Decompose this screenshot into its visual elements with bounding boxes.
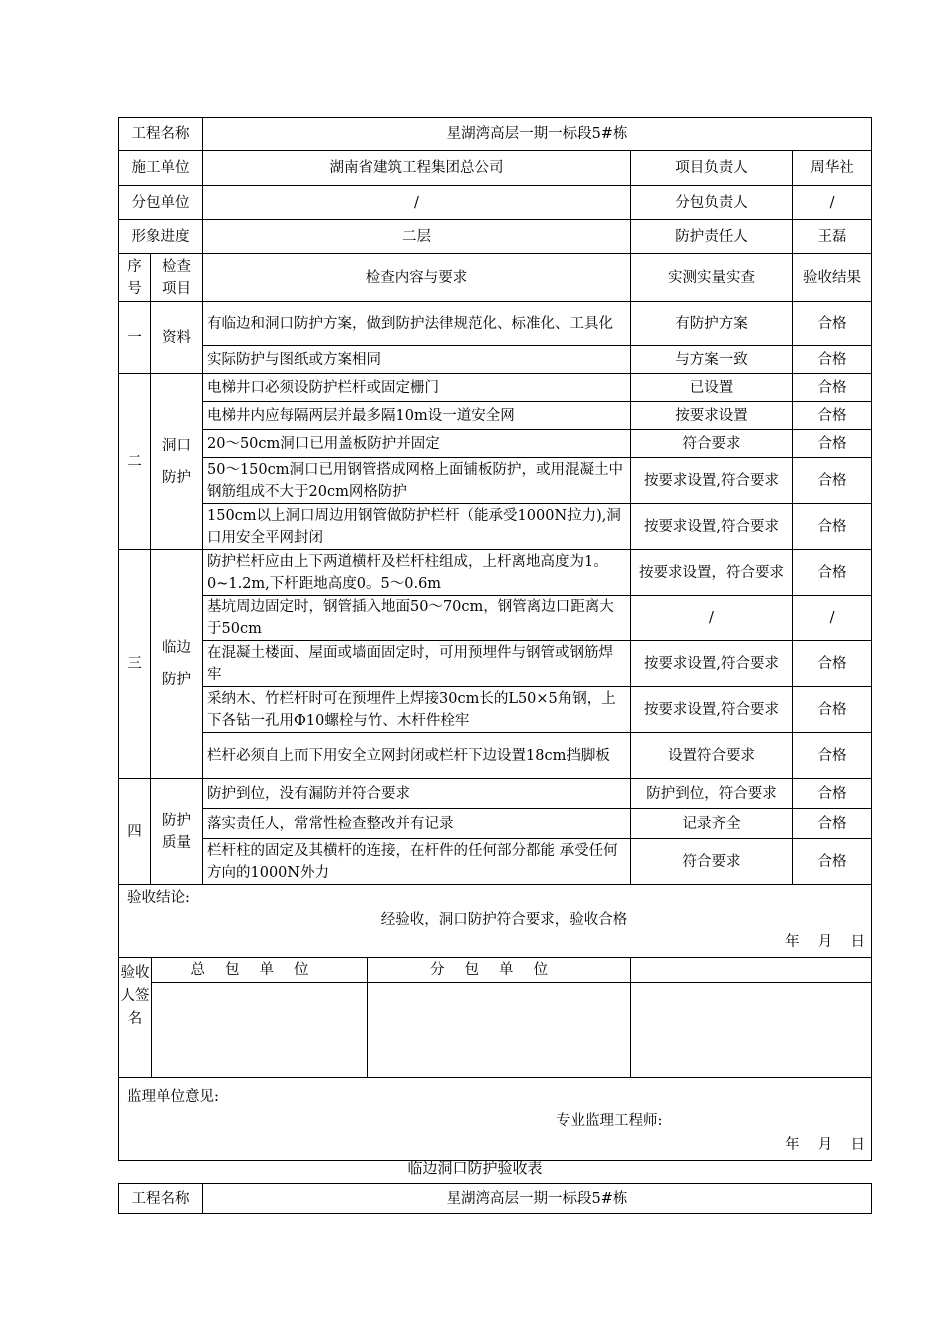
sub-value: / <box>203 186 631 220</box>
conclusion-text: 经验收，洞口防护符合要求，验收合格 <box>380 912 628 928</box>
row-result: 合格 <box>793 458 872 504</box>
row-result: 合格 <box>793 346 872 374</box>
row-result: 合格 <box>793 687 872 733</box>
row-content: 150cm以上洞口周边用钢管做防护栏杆（能承受1000N拉力),洞口用安全平网封闭 <box>203 504 631 550</box>
conclusion-label: 验收结论: <box>127 890 190 906</box>
guard-label: 防护责任人 <box>631 220 793 254</box>
col-item: 检查项目 <box>151 254 203 302</box>
row-measure: 按要求设置,符合要求 <box>631 641 793 687</box>
row-measure: 按要求设置,符合要求 <box>631 458 793 504</box>
project-value: 星湖湾高层一期一标段5#栋 <box>203 118 872 151</box>
next-table <box>118 1183 872 1214</box>
row-result: 合格 <box>793 733 872 779</box>
supervision-date: 年 月 日 <box>785 1137 869 1153</box>
row-measure: 按要求设置 <box>631 402 793 430</box>
extra-sign-area[interactable] <box>631 983 871 1077</box>
section-no: 四 <box>119 779 151 885</box>
project-label: 工程名称 <box>119 118 203 151</box>
section-no: 一 <box>119 302 151 374</box>
signature-cell <box>119 958 872 1078</box>
sub-pm-label: 分包负责人 <box>631 186 793 220</box>
row-content: 栏杆柱的固定及其横杆的连接，在杆件的任何部分都能 承受任何方向的1000N外力 <box>203 839 631 885</box>
column-header-row <box>119 254 872 302</box>
progress-value: 二层 <box>203 220 631 254</box>
row-measure: 按要求设置，符合要求 <box>631 550 793 596</box>
col-content: 检查内容与要求 <box>203 254 631 302</box>
row-result: 合格 <box>793 504 872 550</box>
conclusion-cell <box>119 885 872 958</box>
row-result: 合格 <box>793 402 872 430</box>
row-content: 基坑周边固定时，钢管插入地面50～70cm，钢管离边口距离大于50cm <box>203 596 631 641</box>
row-measure: 防护到位，符合要求 <box>631 779 793 809</box>
table-row <box>119 550 872 596</box>
row-measure: 符合要求 <box>631 430 793 458</box>
row-content: 防护栏杆应由上下两道横杆及栏杆柱组成，上杆离地高度为1。0~1.2m,下杆距地高度0。5～0.6m <box>203 550 631 596</box>
builder-row <box>119 151 872 186</box>
table-row <box>119 504 872 550</box>
row-content: 50～150cm洞口已用钢管搭成网格上面铺板防护，或用混凝土中钢筋组成不大于20cm网格防护 <box>203 458 631 504</box>
pm-value: 周华社 <box>793 151 872 186</box>
section-item: 洞口防护 <box>151 374 203 550</box>
general-contractor-header: 总包单位 <box>152 958 368 982</box>
table-row <box>119 596 872 641</box>
general-contractor-sign-area[interactable] <box>152 983 368 1077</box>
row-content: 栏杆必须自上而下用安全立网封闭或栏杆下边设置18cm挡脚板 <box>203 733 631 779</box>
table-row <box>119 779 872 809</box>
row-measure: 按要求设置,符合要求 <box>631 687 793 733</box>
row-content: 落实责任人，常常性检查整改并有记录 <box>203 809 631 839</box>
table-row <box>119 346 872 374</box>
project-row <box>119 118 872 151</box>
form-caption: 临边洞口防护验收表 <box>407 1159 543 1177</box>
next-project-value: 星湖湾高层一期一标段5#栋 <box>203 1184 872 1214</box>
signature-row <box>119 958 872 1078</box>
next-project-label: 工程名称 <box>119 1184 203 1214</box>
row-content: 采纳木、竹栏杆时可在预埋件上焊接30cm长的L50×5角钢，上下各钻一孔用Φ10螺栓与竹、木杆件栓牢 <box>203 687 631 733</box>
row-content: 实际防护与图纸或方案相同 <box>203 346 631 374</box>
progress-row <box>119 220 872 254</box>
table-row <box>119 302 872 346</box>
row-content: 20～50cm洞口已用盖板防护并固定 <box>203 430 631 458</box>
row-result: 合格 <box>793 641 872 687</box>
table-row <box>119 641 872 687</box>
table-row <box>119 733 872 779</box>
row-measure: 有防护方案 <box>631 302 793 346</box>
row-result: / <box>793 596 872 641</box>
section-no: 二 <box>119 374 151 550</box>
guard-value: 王磊 <box>793 220 872 254</box>
table-row <box>119 839 872 885</box>
sub-label: 分包单位 <box>119 186 203 220</box>
row-result: 合格 <box>793 839 872 885</box>
supervision-cell <box>119 1078 872 1161</box>
table-row <box>119 402 872 430</box>
row-result: 合格 <box>793 809 872 839</box>
subcontractor-header: 分包单位 <box>368 958 631 982</box>
table-row <box>119 687 872 733</box>
row-result: 合格 <box>793 430 872 458</box>
sub-pm-value: / <box>793 186 872 220</box>
subcontractor-sign-area[interactable] <box>368 983 631 1077</box>
supervision-label: 监理单位意见: <box>127 1089 219 1105</box>
row-measure: 与方案一致 <box>631 346 793 374</box>
section-no: 三 <box>119 550 151 779</box>
table-row <box>119 374 872 402</box>
next-project-row <box>119 1184 872 1214</box>
row-measure: / <box>631 596 793 641</box>
signature-extra-header <box>631 958 871 982</box>
row-measure: 符合要求 <box>631 839 793 885</box>
builder-value: 湖南省建筑工程集团总公司 <box>203 151 631 186</box>
supervision-engineer: 专业监理工程师: <box>556 1113 663 1129</box>
section-item: 防护质量 <box>151 779 203 885</box>
row-content: 防护到位，没有漏防并符合要求 <box>203 779 631 809</box>
row-content: 有临边和洞口防护方案，做到防护法律规范化、标准化、工具化 <box>203 302 631 346</box>
inspection-table <box>118 117 872 1161</box>
table-row <box>119 809 872 839</box>
table-row <box>119 430 872 458</box>
table-row <box>119 458 872 504</box>
row-content: 在混凝土楼面、屋面或墙面固定时，可用预埋件与钢管或钢筋焊牢 <box>203 641 631 687</box>
builder-label: 施工单位 <box>119 151 203 186</box>
section-item: 资料 <box>151 302 203 374</box>
row-result: 合格 <box>793 302 872 346</box>
col-no: 序号 <box>119 254 151 302</box>
row-content: 电梯井内应每隔两层并最多隔10m设一道安全网 <box>203 402 631 430</box>
progress-label: 形象进度 <box>119 220 203 254</box>
row-result: 合格 <box>793 550 872 596</box>
sub-row <box>119 186 872 220</box>
row-result: 合格 <box>793 779 872 809</box>
row-content: 电梯井口必须设防护栏杆或固定栅门 <box>203 374 631 402</box>
row-measure: 已设置 <box>631 374 793 402</box>
row-measure: 记录齐全 <box>631 809 793 839</box>
signature-label: 验收人签名 <box>119 958 152 1077</box>
conclusion-row <box>119 885 872 958</box>
col-result: 验收结果 <box>793 254 872 302</box>
col-measure: 实测实量实查 <box>631 254 793 302</box>
pm-label: 项目负责人 <box>631 151 793 186</box>
conclusion-date: 年 月 日 <box>785 934 869 950</box>
row-measure: 设置符合要求 <box>631 733 793 779</box>
row-measure: 按要求设置,符合要求 <box>631 504 793 550</box>
row-result: 合格 <box>793 374 872 402</box>
supervision-row <box>119 1078 872 1161</box>
section-item: 临边防护 <box>151 550 203 779</box>
